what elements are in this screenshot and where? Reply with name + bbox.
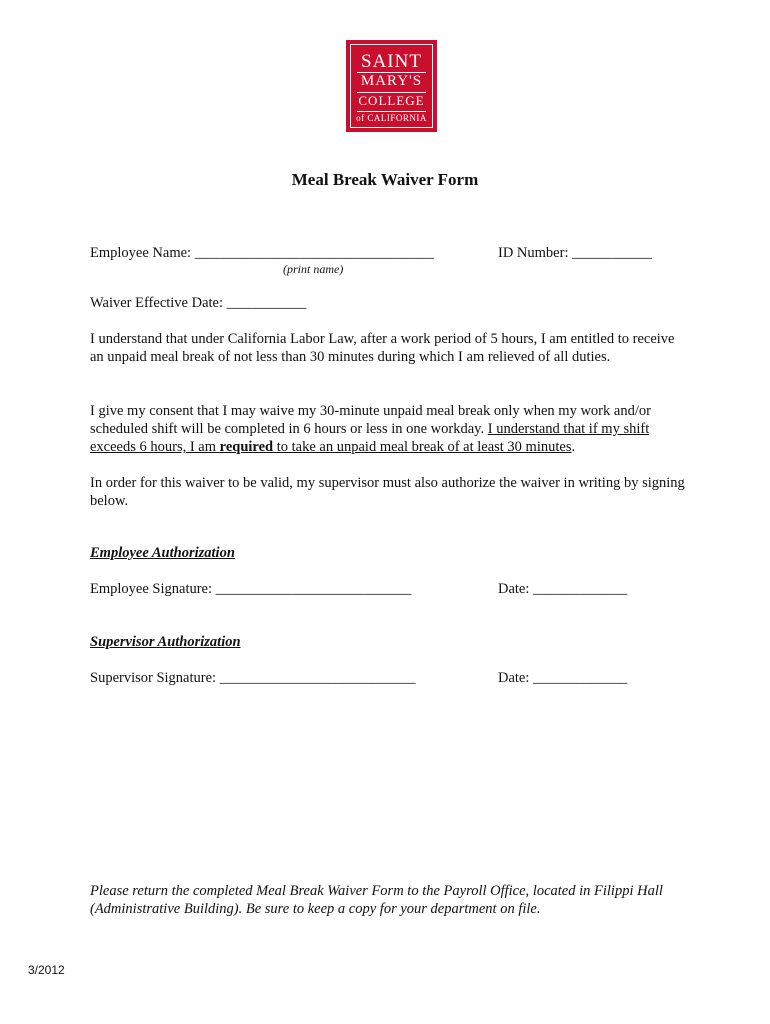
id-number-label: ID Number:: [498, 245, 569, 261]
supervisor-date-label: Date:: [498, 670, 530, 686]
required-emphasis: required: [219, 439, 274, 455]
employee-signature-field[interactable]: ___________________________: [215, 581, 412, 597]
supervisor-date-row: [498, 669, 627, 687]
employee-date-label: Date:: [498, 581, 530, 597]
print-name-hint: (print name): [283, 262, 344, 276]
id-number-field[interactable]: ___________: [572, 245, 652, 261]
logo-line-college: COLLEGE: [358, 93, 425, 108]
supervisor-date-field[interactable]: _____________: [533, 670, 628, 686]
logo-line-california: of CALIFORNIA: [356, 113, 427, 123]
requirement-lead: I understand that if my shift exceeds 6 hours, I am: [90, 421, 650, 455]
page-title: Meal Break Waiver Form: [291, 170, 479, 189]
paragraph-2-text: [90, 402, 690, 456]
supervisor-signature-label: Supervisor Signature:: [90, 670, 217, 686]
employee-name-label: Employee Name:: [90, 245, 192, 261]
revision-date: 3/2012: [28, 963, 65, 977]
consent-period: .: [571, 439, 576, 455]
paragraph-1-text: I understand that under California Labor Law, after a work period of 5 hours, I am entitled to receive an unpaid meal break of not less than 30 minutes during which I am relieved of all duties.: [90, 331, 675, 365]
logo-line-saint: SAINT: [361, 51, 422, 72]
employee-signature-row: [90, 580, 411, 598]
employee-name-row: [90, 244, 434, 262]
supervisor-signature-field[interactable]: ___________________________: [219, 670, 416, 686]
effective-date-row: [90, 294, 306, 312]
paragraph-validity: [90, 474, 690, 510]
logo-rule-bottom: [357, 111, 426, 112]
employee-authorization-heading: Employee Authorization: [90, 545, 235, 561]
return-instructions: Please return the completed Meal Break Waiver Form to the Payroll Office, located in Filippi Hall (Administrative Building). Be sure to keep a copy for your department on file.: [90, 883, 663, 917]
college-logo: [346, 40, 437, 132]
paragraph-consent: [90, 402, 690, 456]
effective-date-label: Waiver Effective Date:: [90, 295, 224, 311]
supervisor-authorization-heading: Supervisor Authorization: [90, 634, 241, 650]
logo-border: [350, 44, 433, 128]
id-number-row: [498, 244, 652, 262]
employee-signature-label: Employee Signature:: [90, 581, 213, 597]
supervisor-signature-row: [90, 669, 415, 687]
paragraph-3-text: In order for this waiver to be valid, my supervisor must also authorize the waiver in writing by signing below.: [90, 475, 685, 509]
paragraph-labor-law: [90, 330, 690, 366]
employee-name-field[interactable]: _________________________________: [194, 245, 434, 261]
effective-date-field[interactable]: ___________: [226, 295, 307, 311]
employee-date-field[interactable]: _____________: [533, 581, 628, 597]
logo-line-marys: MARY'S: [360, 73, 423, 89]
consent-text: I give my consent that I may waive my 30-minute unpaid meal break only when my work and/or scheduled shift will be completed in 6 hours or less in one workday.: [90, 403, 651, 437]
employee-date-row: [498, 580, 627, 598]
requirement-tail: to take an unpaid meal break of at least 30 minutes: [273, 439, 572, 455]
